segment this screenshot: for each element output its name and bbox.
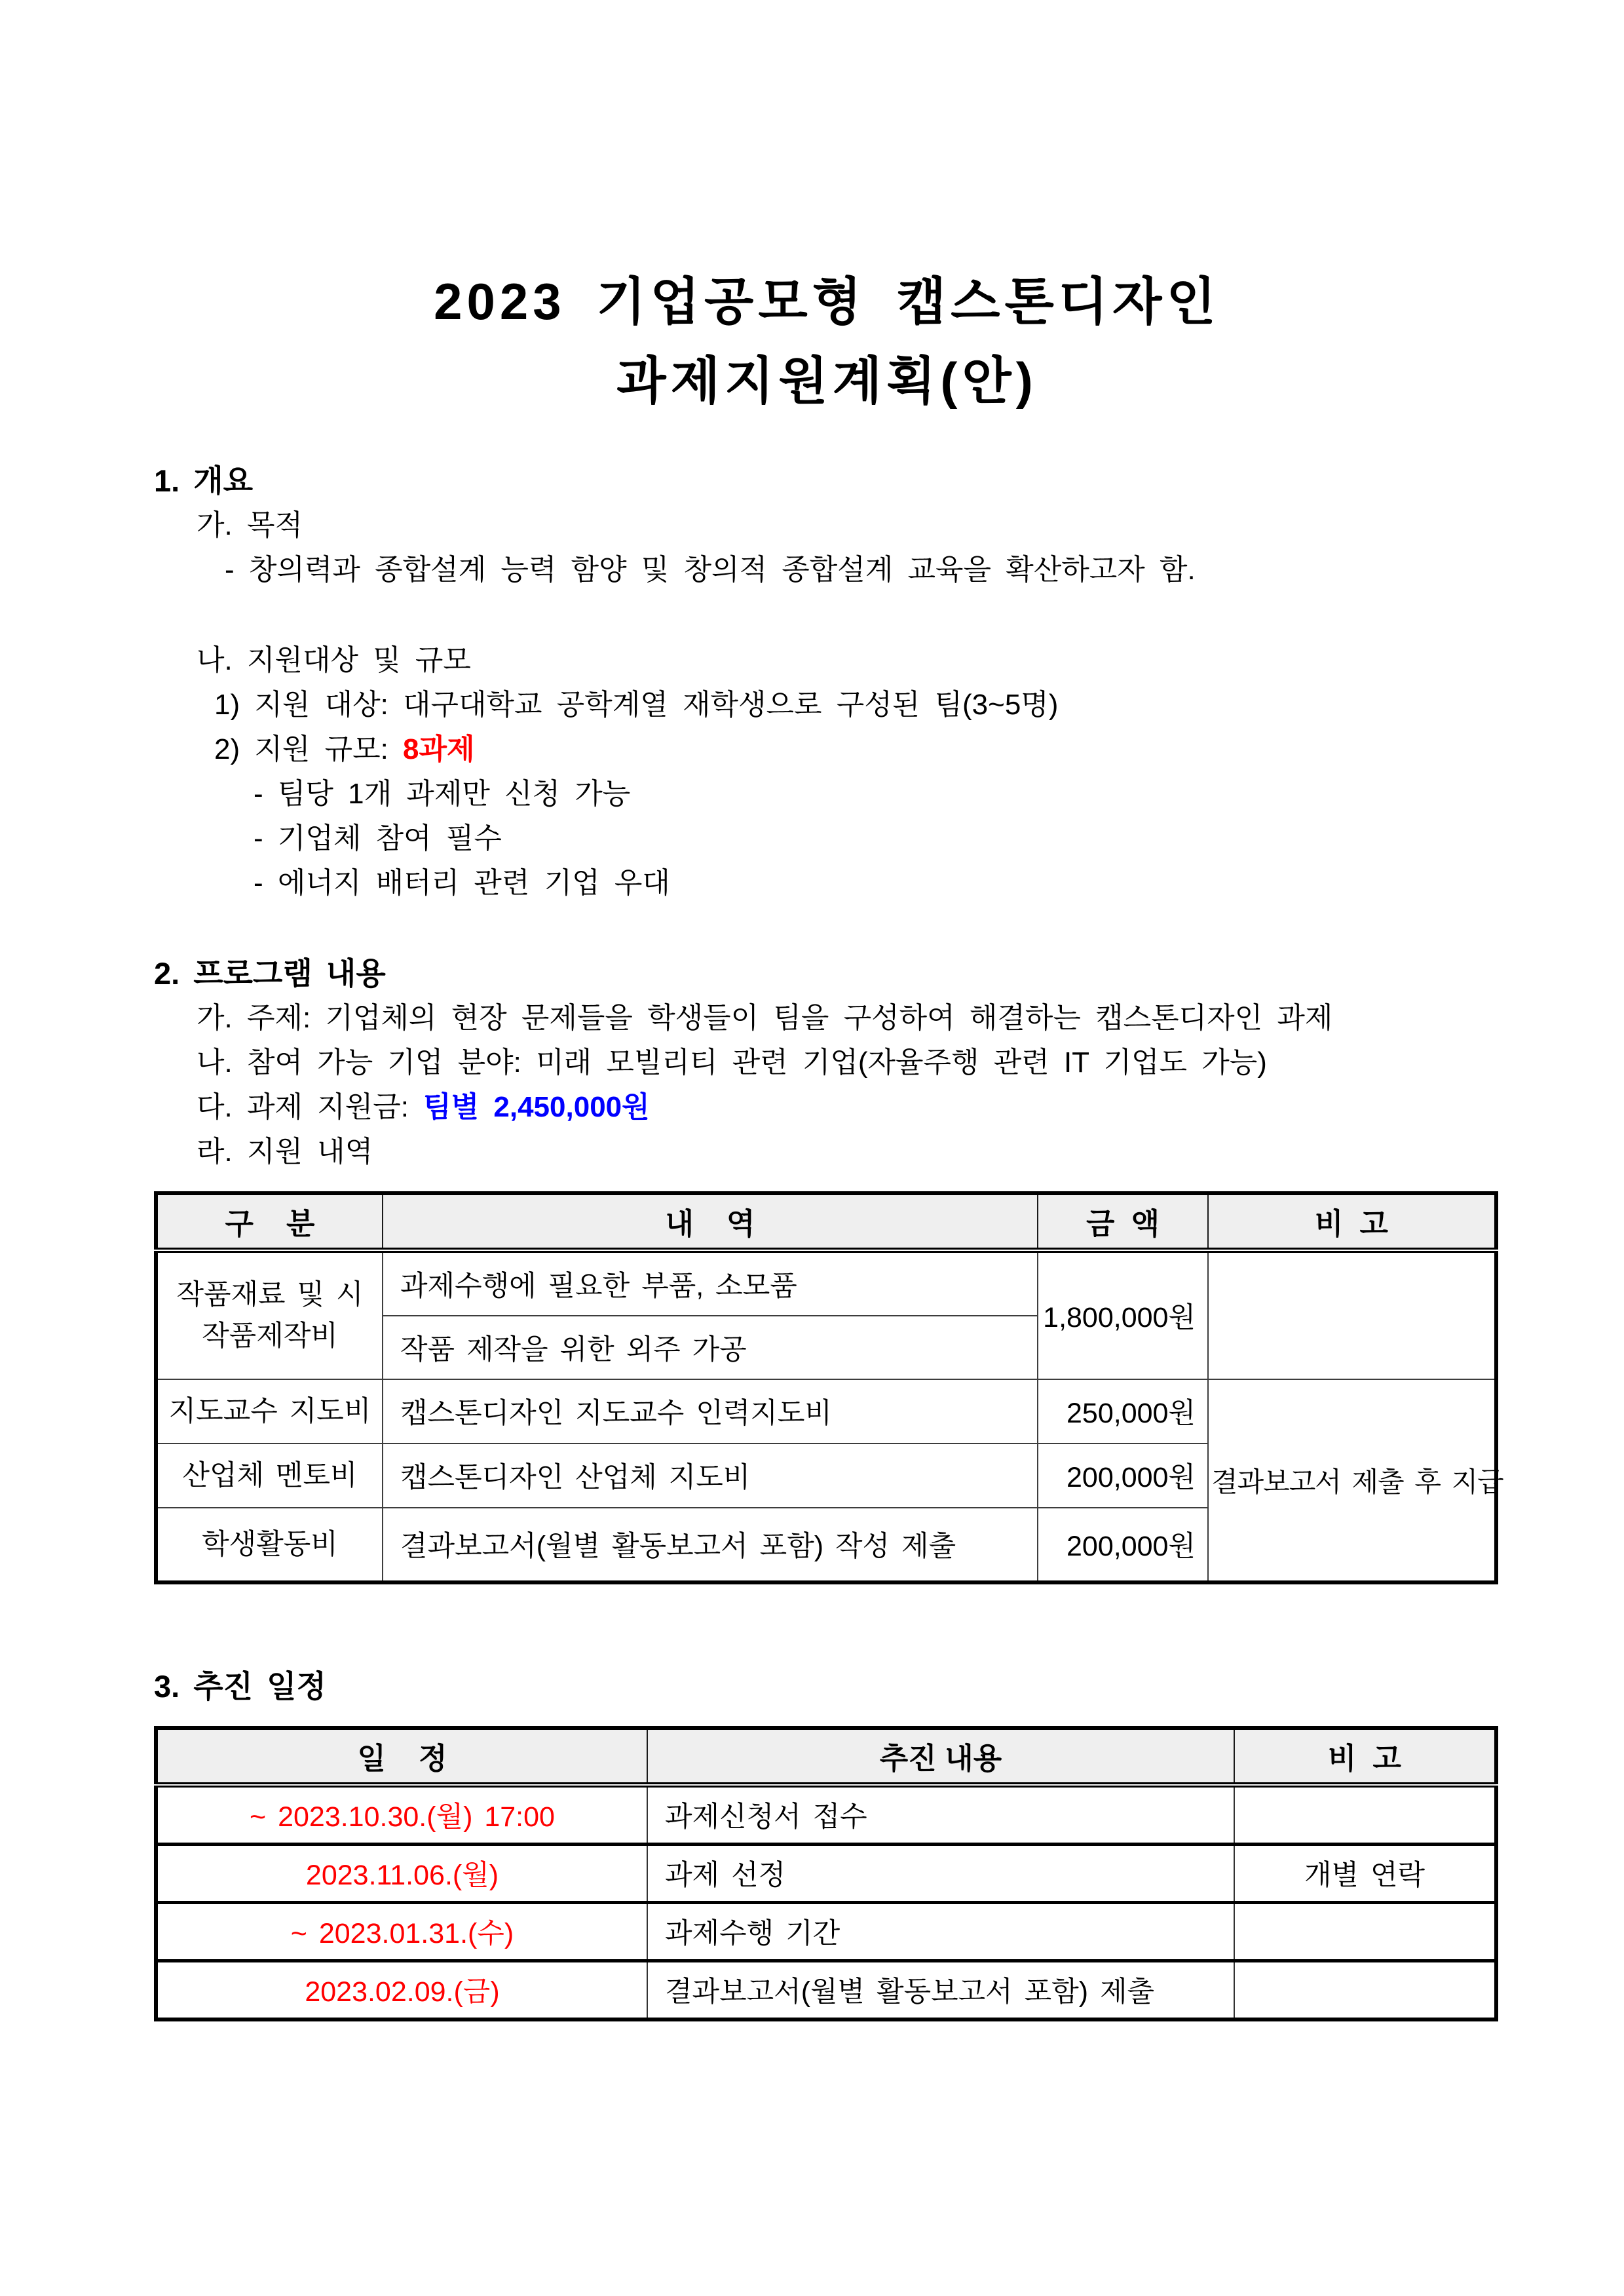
table-row: [156, 1379, 1496, 1444]
support-cell-category-mentor: 산업체 멘토비: [156, 1444, 383, 1508]
schedule-cell-content-report: 결과보고서(월별 활동보고서 포함) 제출: [647, 1961, 1234, 2019]
support-table: [154, 1191, 1503, 1584]
support-cell-detail-outsourcing: 작품 제작을 위한 외주 가공: [383, 1316, 1038, 1379]
section2-item-c: [154, 1085, 1500, 1130]
section1-sub-a-item: - 창의력과 종합설계 능력 함양 및 창의적 종합설계 교육을 확산하고자 함.: [225, 553, 1196, 586]
section1-sub-b-bullet2: - 기업체 참여 필수: [254, 822, 502, 854]
schedule-cell-date-execution: ~ 2023.01.31.(수): [156, 1902, 647, 1961]
schedule-header-date: 일 정: [156, 1728, 647, 1785]
table-row: [156, 1785, 1496, 1845]
section2-item-c-value: 팀별 2,450,000원: [423, 1090, 650, 1123]
support-cell-category-professor: 지도교수 지도비: [156, 1379, 383, 1444]
schedule-cell-note-application: [1234, 1785, 1496, 1845]
section3-heading: 3. 추진 일정: [154, 1668, 326, 1704]
schedule-table-header-row: [156, 1728, 1496, 1785]
table-row: [156, 1250, 1496, 1316]
support-cell-note-merged: 결과보고서 제출 후 지급: [1208, 1379, 1496, 1582]
support-cell-category-student: 학생활동비: [156, 1508, 383, 1582]
section1-sub-b-label: 나. 지원대상 및 규모: [197, 643, 471, 676]
support-header-category: 구 분: [156, 1193, 383, 1250]
support-header-detail: 내 역: [383, 1193, 1038, 1250]
support-cell-detail-mentor: 캡스톤디자인 산업체 지도비: [383, 1444, 1038, 1508]
section2-heading: 2. 프로그램 내용: [154, 955, 386, 991]
schedule-cell-date-application: ~ 2023.10.30.(월) 17:00: [156, 1785, 647, 1845]
section2-item-b: 나. 참여 가능 기업 분야: 미래 모빌리티 관련 기업(자율주행 관련 IT 기업도 가능): [197, 1046, 1267, 1079]
support-header-note: 비 고: [1208, 1193, 1496, 1250]
support-cell-amount-mentor: 200,000원: [1038, 1444, 1208, 1508]
document-title: [154, 262, 1500, 421]
schedule-cell-note-report: [1234, 1961, 1496, 2019]
section2-item-c-prefix: 다. 과제 지원금:: [197, 1090, 424, 1123]
table-row: [156, 1902, 1496, 1961]
support-cell-amount-materials: 1,800,000원: [1038, 1250, 1208, 1379]
support-cell-detail-parts: 과제수행에 필요한 부품, 소모품: [383, 1250, 1038, 1316]
schedule-cell-content-execution: 과제수행 기간: [647, 1902, 1234, 1961]
schedule-cell-content-application: 과제신청서 접수: [647, 1785, 1234, 1845]
schedule-cell-date-selection: 2023.11.06.(월): [156, 1844, 647, 1902]
document-title-line2: 과제지원계획(안): [616, 351, 1038, 410]
support-cell-amount-student: 200,000원: [1038, 1508, 1208, 1582]
support-cell-amount-professor: 250,000원: [1038, 1379, 1208, 1444]
support-cell-detail-professor: 캡스톤디자인 지도교수 인력지도비: [383, 1379, 1038, 1444]
schedule-table: [154, 1726, 1498, 2021]
support-cell-note-empty: [1208, 1250, 1496, 1379]
schedule-cell-content-selection: 과제 선정: [647, 1844, 1234, 1902]
section2-item-a: 가. 주제: 기업체의 현장 문제들을 학생들이 팀을 구성하여 해결하는 캡스톤디자인 과제: [197, 1001, 1333, 1034]
schedule-header-content: 추진 내용: [647, 1728, 1234, 1785]
schedule-cell-date-report: 2023.02.09.(금): [156, 1961, 647, 2019]
support-header-amount: 금 액: [1038, 1193, 1208, 1250]
section1-heading: 1. 개요: [154, 463, 254, 498]
schedule-cell-note-selection: 개별 연락: [1234, 1844, 1496, 1902]
schedule-cell-note-execution: [1234, 1902, 1496, 1961]
section1-sub-b-bullet3: - 에너지 배터리 관련 기업 우대: [254, 866, 670, 899]
section2-item-d: 라. 지원 내역: [197, 1135, 373, 1168]
document-title-line1: 2023 기업공모형 캡스톤디자인: [434, 273, 1220, 330]
support-cell-category-materials: 작품재료 및 시작품제작비: [156, 1250, 383, 1379]
section1-sub-b-bullet1: - 팀당 1개 과제만 신청 가능: [254, 777, 631, 810]
table-row: [156, 1844, 1496, 1902]
section1-sub-a-label: 가. 목적: [197, 508, 303, 541]
support-table-header-row: [156, 1193, 1496, 1250]
section1-sub-b-item1: 1) 지원 대상: 대구대학교 공학계열 재학생으로 구성된 팀(3~5명): [214, 688, 1059, 721]
schedule-header-note: 비 고: [1234, 1728, 1496, 1785]
support-cell-detail-student: 결과보고서(월별 활동보고서 포함) 작성 제출: [383, 1508, 1038, 1582]
section1-sub-b-item2-value: 8과제: [403, 733, 475, 765]
section1-sub-b-item2: [154, 727, 1500, 772]
table-row: [156, 1961, 1496, 2019]
section1-sub-b-item2-prefix: 2) 지원 규모:: [214, 733, 404, 765]
